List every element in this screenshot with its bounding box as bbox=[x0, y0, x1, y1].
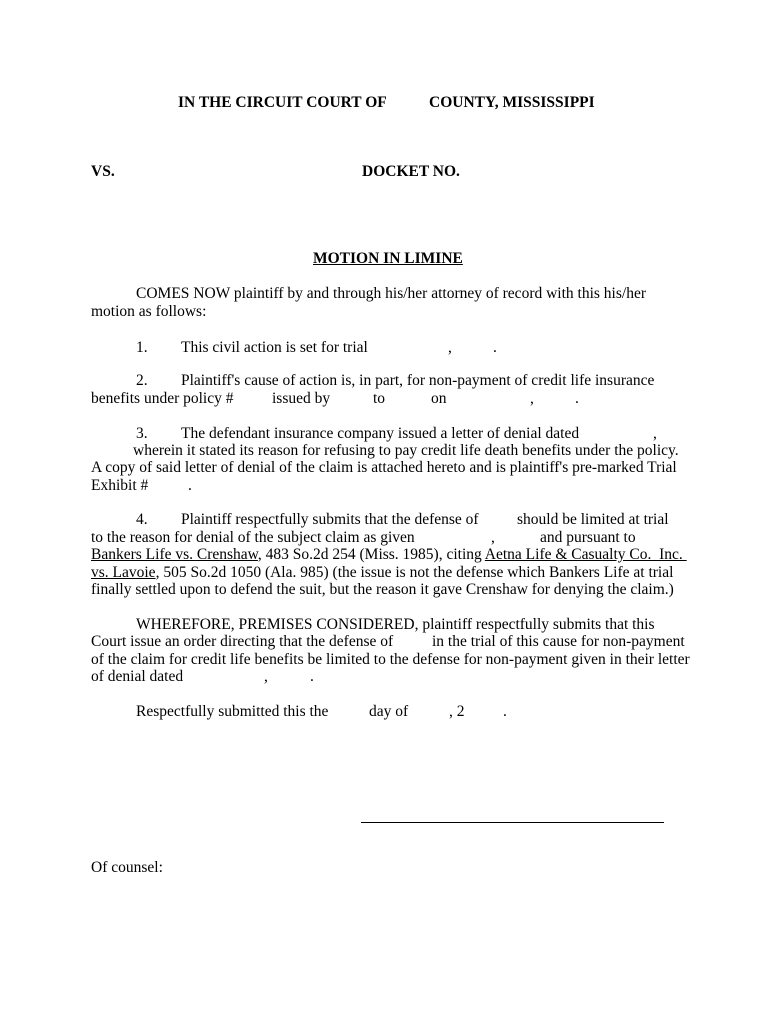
intro-line-2: motion as follows: bbox=[91, 303, 207, 320]
p1-comma: , bbox=[448, 339, 452, 356]
wherefore-line-2a: Court issue an order directing that the defense of bbox=[91, 633, 394, 650]
p3-line-3: A copy of said letter of denial of the claim is attached hereto and is plaintiff's pre-marked Trial bbox=[91, 459, 677, 476]
wherefore-line-4: of denial dated bbox=[91, 668, 184, 685]
wherefore-comma: , bbox=[264, 668, 268, 685]
p3-line-2: wherein it stated its reason for refusing to pay credit life death benefits under the policy. bbox=[133, 442, 679, 459]
p4-line-3 bbox=[91, 546, 687, 564]
p3-period: . bbox=[188, 477, 192, 494]
p4-number: 4. bbox=[136, 511, 148, 528]
p2-comma: , bbox=[530, 390, 534, 407]
intro-line-1: COMES NOW plaintiff by and through his/her attorney of record with this his/her bbox=[136, 285, 646, 302]
p3-line-1: The defendant insurance company issued a letter of denial dated bbox=[181, 425, 580, 442]
p4-line-1b: should be limited at trial bbox=[517, 511, 669, 528]
submitted-year: , 2 bbox=[449, 703, 465, 720]
p1-period: . bbox=[493, 339, 497, 356]
p2-number: 2. bbox=[136, 372, 148, 389]
submitted-period: . bbox=[503, 703, 507, 720]
p4-comma: , bbox=[491, 529, 495, 546]
p4-line-4 bbox=[91, 564, 673, 582]
p4-line-2a: to the reason for denial of the subject claim as given bbox=[91, 529, 415, 546]
case-citation-lavoie: vs. Lavoie bbox=[91, 564, 156, 581]
wherefore-line-2b: in the trial of this cause for non-payment bbox=[432, 633, 685, 650]
signature-line bbox=[361, 822, 664, 823]
p2-to: to bbox=[373, 390, 386, 407]
p4-line-5: finally settled upon to defend the suit, but the reason it gave Crenshaw for denying the claim.) bbox=[91, 581, 674, 598]
p2-on: on bbox=[431, 390, 447, 407]
document-title: MOTION IN LIMINE bbox=[313, 250, 463, 267]
p3-line-4: Exhibit # bbox=[91, 477, 149, 494]
docket-label: DOCKET NO. bbox=[362, 163, 460, 180]
p2-period: . bbox=[575, 390, 579, 407]
p3-number: 3. bbox=[136, 425, 148, 442]
wherefore-line-1: WHEREFORE, PREMISES CONSIDERED, plaintiff respectfully submits that this bbox=[136, 616, 655, 633]
wherefore-line-3: of the claim for credit life benefits be limited to the defense for non-payment given in their letter bbox=[91, 651, 690, 668]
submitted-day-of: day of bbox=[369, 703, 409, 720]
p4-line-1a: Plaintiff respectfully submits that the defense of bbox=[181, 511, 479, 528]
p2-issued-by: issued by bbox=[272, 390, 331, 407]
p2-policy: benefits under policy # bbox=[91, 390, 234, 407]
p1-text: This civil action is set for trial bbox=[181, 339, 368, 356]
p1-number: 1. bbox=[136, 339, 148, 356]
county-heading: COUNTY, MISSISSIPPI bbox=[429, 94, 595, 111]
citation-text: , 483 So.2d 254 (Miss. 1985), citing bbox=[257, 546, 485, 563]
p3-comma: , bbox=[653, 425, 657, 442]
wherefore-period: . bbox=[310, 668, 314, 685]
citation-text-2: , 505 So.2d 1050 (Ala. 985) (the issue is not the defense which Bankers Life at trial bbox=[155, 564, 674, 581]
of-counsel-label: Of counsel: bbox=[91, 859, 163, 876]
vs-label: VS. bbox=[91, 163, 115, 180]
court-heading: IN THE CIRCUIT COURT OF bbox=[178, 94, 387, 111]
case-citation-bankers: Bankers Life vs. Crenshaw bbox=[91, 546, 258, 563]
submitted-text: Respectfully submitted this the bbox=[136, 703, 329, 720]
p2-line-1: Plaintiff's cause of action is, in part, for non-payment of credit life insurance bbox=[181, 372, 655, 389]
p4-line-2b: and pursuant to bbox=[540, 529, 636, 546]
case-citation-aetna: Aetna Life & Casualty Co. Inc. bbox=[484, 546, 687, 563]
